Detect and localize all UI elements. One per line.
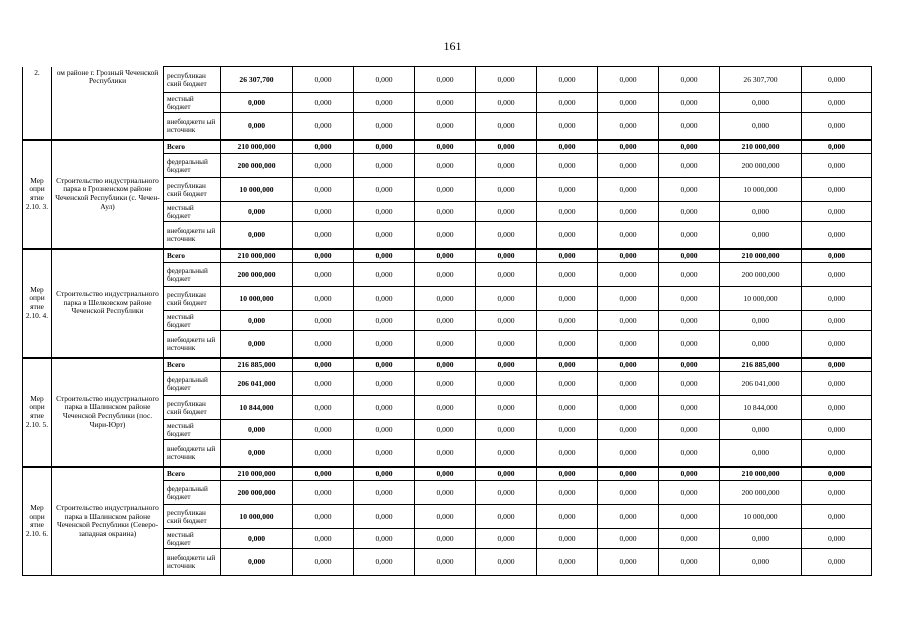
year-value: 0,000 — [537, 481, 598, 505]
total-value: 0,000 — [221, 311, 293, 331]
funding-source: местный бюджет — [164, 311, 221, 331]
year-value: 0,000 — [415, 222, 476, 249]
year-value-last: 10 000,000 — [720, 287, 802, 311]
year-value: 0,000 — [354, 529, 415, 549]
year-value-last: 10 000,000 — [720, 178, 802, 202]
year-value: 0,000 — [415, 263, 476, 287]
year-value: 0,000 — [415, 113, 476, 140]
year-value: 0,000 — [476, 178, 537, 202]
year-value: 0,000 — [476, 311, 537, 331]
table-row — [23, 358, 872, 372]
measure-number: Мер опри ятие 2.10. 4. — [23, 249, 52, 358]
year-value-last: 0,000 — [720, 93, 802, 113]
total-value: 0,000 — [221, 440, 293, 467]
funding-source: Всего — [164, 140, 221, 154]
year-value: 0,000 — [293, 505, 354, 529]
year-value: 0,000 — [659, 178, 720, 202]
year-value: 0,000 — [537, 249, 598, 263]
year-value: 0,000 — [598, 140, 659, 154]
year-value: 0,000 — [537, 67, 598, 93]
year-value: 0,000 — [598, 202, 659, 222]
year-value: 0,000 — [415, 372, 476, 396]
year-value: 0,000 — [598, 467, 659, 481]
year-value: 0,000 — [598, 396, 659, 420]
total-value: 0,000 — [221, 113, 293, 140]
year-value: 0,000 — [598, 178, 659, 202]
year-value-last: 0,000 — [720, 440, 802, 467]
funding-source: республикан ский бюджет — [164, 396, 221, 420]
total-value: 0,000 — [221, 222, 293, 249]
year-value: 0,000 — [598, 249, 659, 263]
year-value: 0,000 — [598, 420, 659, 440]
year-value-last: 0,000 — [720, 113, 802, 140]
year-value: 0,000 — [537, 440, 598, 467]
year-value-end: 0,000 — [802, 222, 872, 249]
total-value: 10 000,000 — [221, 178, 293, 202]
year-value: 0,000 — [659, 440, 720, 467]
year-value: 0,000 — [354, 287, 415, 311]
year-value-last: 200 000,000 — [720, 154, 802, 178]
year-value: 0,000 — [415, 420, 476, 440]
year-value: 0,000 — [415, 358, 476, 372]
table-row — [23, 140, 872, 154]
funding-source: республикан ский бюджет — [164, 287, 221, 311]
year-value: 0,000 — [293, 467, 354, 481]
year-value: 0,000 — [598, 505, 659, 529]
total-value: 200 000,000 — [221, 154, 293, 178]
measure-number: Мер опри ятие 2.10. 6. — [23, 467, 52, 576]
total-value: 0,000 — [221, 529, 293, 549]
year-value: 0,000 — [476, 263, 537, 287]
measure-number: Мер опри ятие 2.10. 5. — [23, 358, 52, 467]
total-value: 216 885,000 — [221, 358, 293, 372]
year-value-end: 0,000 — [802, 263, 872, 287]
year-value-end: 0,000 — [802, 396, 872, 420]
year-value: 0,000 — [354, 358, 415, 372]
year-value: 0,000 — [537, 263, 598, 287]
year-value: 0,000 — [354, 549, 415, 576]
year-value: 0,000 — [293, 178, 354, 202]
year-value: 0,000 — [659, 113, 720, 140]
funding-source: местный бюджет — [164, 93, 221, 113]
year-value: 0,000 — [598, 67, 659, 93]
year-value: 0,000 — [476, 481, 537, 505]
year-value-end: 0,000 — [802, 67, 872, 93]
measure-name: Строительство индустриального парка в Грозненском районе Чеченской Республики (с. Чечен-Аул) — [52, 140, 164, 249]
year-value: 0,000 — [598, 263, 659, 287]
total-value: 26 307,700 — [221, 67, 293, 93]
year-value: 0,000 — [354, 440, 415, 467]
year-value: 0,000 — [659, 505, 720, 529]
measure-name: Строительство индустриального парка в Шалинском районе Чеченской Республики (пос. Чири-Юрт) — [52, 358, 164, 467]
year-value: 0,000 — [293, 440, 354, 467]
year-value-end: 0,000 — [802, 358, 872, 372]
year-value: 0,000 — [476, 93, 537, 113]
year-value: 0,000 — [476, 249, 537, 263]
year-value-last: 0,000 — [720, 549, 802, 576]
year-value: 0,000 — [659, 467, 720, 481]
year-value: 0,000 — [476, 505, 537, 529]
year-value-end: 0,000 — [802, 420, 872, 440]
year-value: 0,000 — [537, 178, 598, 202]
year-value: 0,000 — [415, 331, 476, 358]
year-value-end: 0,000 — [802, 467, 872, 481]
year-value: 0,000 — [659, 202, 720, 222]
year-value: 0,000 — [537, 529, 598, 549]
year-value: 0,000 — [354, 154, 415, 178]
year-value: 0,000 — [293, 311, 354, 331]
year-value: 0,000 — [354, 420, 415, 440]
year-value: 0,000 — [598, 222, 659, 249]
year-value-last: 200 000,000 — [720, 263, 802, 287]
year-value: 0,000 — [659, 263, 720, 287]
year-value: 0,000 — [598, 549, 659, 576]
year-value-end: 0,000 — [802, 113, 872, 140]
funding-source: Всего — [164, 358, 221, 372]
year-value: 0,000 — [537, 154, 598, 178]
year-value-end: 0,000 — [802, 372, 872, 396]
year-value: 0,000 — [537, 467, 598, 481]
year-value: 0,000 — [476, 529, 537, 549]
table-row — [23, 249, 872, 263]
funding-source: Всего — [164, 467, 221, 481]
year-value: 0,000 — [415, 249, 476, 263]
measure-number: Мер опри ятие 2.10. 3. — [23, 140, 52, 249]
year-value-end: 0,000 — [802, 549, 872, 576]
year-value: 0,000 — [537, 505, 598, 529]
year-value: 0,000 — [293, 263, 354, 287]
funding-source: федеральный бюджет — [164, 481, 221, 505]
year-value: 0,000 — [537, 358, 598, 372]
year-value-end: 0,000 — [802, 154, 872, 178]
year-value: 0,000 — [354, 93, 415, 113]
year-value: 0,000 — [537, 287, 598, 311]
year-value: 0,000 — [659, 331, 720, 358]
year-value: 0,000 — [476, 202, 537, 222]
year-value-end: 0,000 — [802, 249, 872, 263]
year-value: 0,000 — [537, 93, 598, 113]
year-value: 0,000 — [293, 154, 354, 178]
year-value: 0,000 — [354, 311, 415, 331]
year-value: 0,000 — [293, 481, 354, 505]
year-value: 0,000 — [537, 311, 598, 331]
year-value: 0,000 — [354, 222, 415, 249]
year-value-end: 0,000 — [802, 287, 872, 311]
total-value: 200 000,000 — [221, 263, 293, 287]
year-value: 0,000 — [659, 529, 720, 549]
year-value-last: 216 885,000 — [720, 358, 802, 372]
year-value: 0,000 — [537, 331, 598, 358]
year-value: 0,000 — [354, 263, 415, 287]
year-value: 0,000 — [476, 440, 537, 467]
year-value: 0,000 — [415, 311, 476, 331]
year-value-last: 210 000,000 — [720, 140, 802, 154]
measure-name: ом районе г. Грозный Чеченской Республики — [52, 67, 164, 140]
total-value: 0,000 — [221, 202, 293, 222]
funding-source: федеральный бюджет — [164, 154, 221, 178]
year-value-end: 0,000 — [802, 440, 872, 467]
year-value: 0,000 — [293, 331, 354, 358]
year-value: 0,000 — [354, 113, 415, 140]
year-value: 0,000 — [598, 372, 659, 396]
year-value: 0,000 — [293, 113, 354, 140]
year-value-end: 0,000 — [802, 178, 872, 202]
year-value-end: 0,000 — [802, 505, 872, 529]
funding-source: республикан ский бюджет — [164, 67, 221, 93]
year-value: 0,000 — [659, 140, 720, 154]
year-value: 0,000 — [537, 202, 598, 222]
total-value: 200 000,000 — [221, 481, 293, 505]
funding-source: внебюджетн ый источник — [164, 222, 221, 249]
page-number: 161 — [443, 39, 462, 53]
funding-source: внебюджетн ый источник — [164, 440, 221, 467]
year-value: 0,000 — [354, 140, 415, 154]
year-value-last: 206 041,000 — [720, 372, 802, 396]
total-value: 0,000 — [221, 549, 293, 576]
year-value-end: 0,000 — [802, 202, 872, 222]
year-value: 0,000 — [415, 529, 476, 549]
year-value: 0,000 — [415, 481, 476, 505]
year-value: 0,000 — [598, 481, 659, 505]
year-value: 0,000 — [476, 358, 537, 372]
year-value-last: 26 307,700 — [720, 67, 802, 93]
year-value: 0,000 — [476, 467, 537, 481]
year-value: 0,000 — [354, 202, 415, 222]
total-value: 210 000,000 — [221, 467, 293, 481]
total-value: 10 844,000 — [221, 396, 293, 420]
total-value: 10 000,000 — [221, 287, 293, 311]
total-value: 0,000 — [221, 93, 293, 113]
total-value: 210 000,000 — [221, 249, 293, 263]
funding-source: внебюджетн ый источник — [164, 549, 221, 576]
year-value: 0,000 — [476, 396, 537, 420]
year-value-end: 0,000 — [802, 481, 872, 505]
funding-source: внебюджетн ый источник — [164, 113, 221, 140]
year-value: 0,000 — [537, 549, 598, 576]
year-value: 0,000 — [293, 287, 354, 311]
total-value: 0,000 — [221, 420, 293, 440]
year-value-last: 10 000,000 — [720, 505, 802, 529]
year-value-last: 0,000 — [720, 420, 802, 440]
year-value: 0,000 — [659, 287, 720, 311]
year-value: 0,000 — [415, 549, 476, 576]
funding-source: местный бюджет — [164, 420, 221, 440]
year-value: 0,000 — [659, 396, 720, 420]
year-value-last: 210 000,000 — [720, 249, 802, 263]
year-value: 0,000 — [659, 311, 720, 331]
year-value: 0,000 — [476, 331, 537, 358]
year-value: 0,000 — [476, 549, 537, 576]
total-value: 210 000,000 — [221, 140, 293, 154]
year-value-last: 200 000,000 — [720, 481, 802, 505]
year-value: 0,000 — [415, 202, 476, 222]
measure-number: 2. — [23, 67, 52, 140]
year-value: 0,000 — [659, 67, 720, 93]
year-value: 0,000 — [415, 67, 476, 93]
year-value: 0,000 — [659, 549, 720, 576]
funding-source: федеральный бюджет — [164, 372, 221, 396]
funding-source: республикан ский бюджет — [164, 178, 221, 202]
year-value: 0,000 — [537, 396, 598, 420]
year-value: 0,000 — [659, 154, 720, 178]
year-value: 0,000 — [293, 222, 354, 249]
year-value: 0,000 — [537, 222, 598, 249]
year-value: 0,000 — [293, 529, 354, 549]
year-value: 0,000 — [659, 481, 720, 505]
year-value: 0,000 — [598, 440, 659, 467]
year-value: 0,000 — [354, 467, 415, 481]
year-value: 0,000 — [598, 287, 659, 311]
year-value: 0,000 — [354, 396, 415, 420]
year-value-end: 0,000 — [802, 93, 872, 113]
year-value: 0,000 — [293, 202, 354, 222]
year-value: 0,000 — [293, 358, 354, 372]
year-value: 0,000 — [415, 140, 476, 154]
total-value: 0,000 — [221, 331, 293, 358]
total-value: 10 000,000 — [221, 505, 293, 529]
year-value: 0,000 — [537, 372, 598, 396]
year-value: 0,000 — [293, 549, 354, 576]
year-value: 0,000 — [415, 505, 476, 529]
year-value: 0,000 — [293, 249, 354, 263]
year-value-last: 0,000 — [720, 202, 802, 222]
year-value: 0,000 — [537, 113, 598, 140]
funding-source: местный бюджет — [164, 202, 221, 222]
table-row — [23, 467, 872, 481]
year-value: 0,000 — [598, 331, 659, 358]
year-value: 0,000 — [415, 93, 476, 113]
year-value-end: 0,000 — [802, 140, 872, 154]
year-value: 0,000 — [415, 178, 476, 202]
year-value: 0,000 — [293, 140, 354, 154]
year-value: 0,000 — [598, 113, 659, 140]
year-value: 0,000 — [476, 140, 537, 154]
year-value: 0,000 — [476, 420, 537, 440]
year-value: 0,000 — [293, 372, 354, 396]
year-value: 0,000 — [659, 358, 720, 372]
funding-source: Всего — [164, 249, 221, 263]
year-value-last: 0,000 — [720, 331, 802, 358]
year-value: 0,000 — [415, 154, 476, 178]
year-value: 0,000 — [415, 396, 476, 420]
year-value: 0,000 — [293, 420, 354, 440]
funding-source: федеральный бюджет — [164, 263, 221, 287]
year-value: 0,000 — [659, 222, 720, 249]
year-value: 0,000 — [476, 287, 537, 311]
year-value-last: 210 000,000 — [720, 467, 802, 481]
year-value: 0,000 — [476, 113, 537, 140]
year-value: 0,000 — [598, 311, 659, 331]
year-value: 0,000 — [598, 93, 659, 113]
year-value-end: 0,000 — [802, 529, 872, 549]
year-value: 0,000 — [659, 249, 720, 263]
measure-name: Строительство индустриального парка в Шелковском районе Чеченской Республики — [52, 249, 164, 358]
year-value-end: 0,000 — [802, 311, 872, 331]
year-value: 0,000 — [659, 93, 720, 113]
year-value: 0,000 — [476, 372, 537, 396]
year-value: 0,000 — [354, 178, 415, 202]
table-row — [23, 67, 872, 93]
year-value: 0,000 — [598, 529, 659, 549]
year-value: 0,000 — [476, 67, 537, 93]
year-value: 0,000 — [293, 396, 354, 420]
year-value: 0,000 — [415, 467, 476, 481]
year-value: 0,000 — [354, 331, 415, 358]
year-value: 0,000 — [293, 93, 354, 113]
year-value: 0,000 — [354, 67, 415, 93]
year-value: 0,000 — [537, 420, 598, 440]
year-value: 0,000 — [537, 140, 598, 154]
year-value: 0,000 — [354, 505, 415, 529]
total-value: 206 041,000 — [221, 372, 293, 396]
year-value-end: 0,000 — [802, 331, 872, 358]
year-value: 0,000 — [354, 249, 415, 263]
year-value: 0,000 — [476, 222, 537, 249]
year-value: 0,000 — [354, 481, 415, 505]
year-value-last: 0,000 — [720, 529, 802, 549]
year-value: 0,000 — [659, 372, 720, 396]
measure-name: Строительство индустриального парка в Шалинском районе Чеченской Республики (Северо-западная окраина) — [52, 467, 164, 576]
year-value: 0,000 — [415, 287, 476, 311]
year-value-last: 0,000 — [720, 311, 802, 331]
year-value: 0,000 — [598, 154, 659, 178]
funding-source: местный бюджет — [164, 529, 221, 549]
budget-table — [22, 66, 872, 576]
year-value: 0,000 — [415, 440, 476, 467]
year-value-last: 10 844,000 — [720, 396, 802, 420]
year-value-last: 0,000 — [720, 222, 802, 249]
year-value: 0,000 — [598, 358, 659, 372]
year-value: 0,000 — [354, 372, 415, 396]
year-value: 0,000 — [293, 67, 354, 93]
year-value: 0,000 — [476, 154, 537, 178]
funding-source: внебюджетн ый источник — [164, 331, 221, 358]
year-value: 0,000 — [659, 420, 720, 440]
funding-source: республикан ский бюджет — [164, 505, 221, 529]
